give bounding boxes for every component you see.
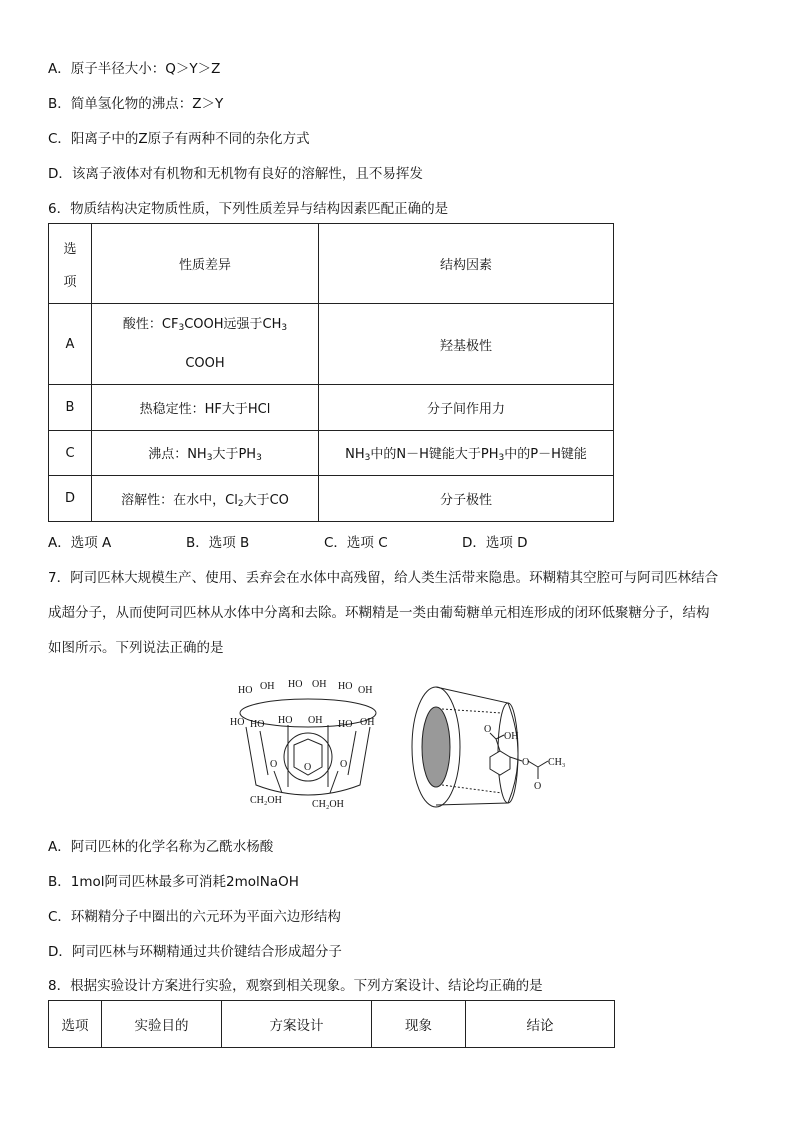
q6-row-a-property: 酸性：$CF_3COOH$远强于$CH_3$ COOH: [92, 304, 319, 385]
table-row: A 酸性：$CF_3COOH$远强于$CH_3$ COOH 羟基极性: [49, 304, 614, 385]
svg-text:CH₂OH: CH₂OH: [312, 799, 344, 810]
q8-stem: 8．根据实验设计方案进行实验，观察到相关现象。下列方案设计、结论均正确的是: [48, 978, 543, 994]
svg-text:HO: HO: [288, 679, 303, 690]
q6-choice-b: B．选项 B: [186, 535, 250, 551]
svg-text:HO: HO: [238, 685, 253, 696]
svg-text:OH: OH: [308, 715, 323, 726]
q7-option-c: C．环糊精分子中圈出的六元环为平面六边形结构: [48, 909, 341, 925]
q5-option-d: D．该离子液体对有机物和无机物有良好的溶解性，且不易挥发: [48, 166, 423, 182]
svg-text:OH: OH: [358, 685, 373, 696]
svg-text:OH: OH: [360, 717, 375, 728]
svg-text:O: O: [304, 762, 312, 773]
q6-stem: 6．物质结构决定物质性质，下列性质差异与结构因素匹配正确的是: [48, 201, 449, 217]
cavity-cone-diagram: [412, 687, 548, 807]
table-row: D 溶解性：在水中，$Cl_2$大于CO 分子极性: [49, 476, 614, 522]
q5-option-b: B．简单氢化物的沸点：Z＞Y: [48, 96, 224, 112]
svg-text:HO: HO: [278, 715, 293, 726]
q7-stem-line2: 成超分子，从而使阿司匹林从水体中分离和去除。环糊精是一类由葡萄糖单元相连形成的闭环低聚糖分子，结构: [48, 605, 710, 621]
svg-text:HO: HO: [230, 717, 245, 728]
q7-option-d: D．阿司匹林与环糊精通过共价键结合形成超分子: [48, 944, 342, 960]
q5-option-a: A．原子半径大小：Q＞Y＞Z: [48, 61, 221, 77]
svg-text:HO: HO: [338, 681, 353, 692]
svg-text:OH: OH: [504, 731, 519, 742]
q7-option-b: B．1mol阿司匹林最多可消耗2molNaOH: [48, 874, 299, 890]
svg-text:CH₃: CH₃: [548, 757, 566, 768]
svg-text:O: O: [340, 759, 348, 770]
q7-stem-line1: 7．阿司匹林大规模生产、使用、丢弃会在水体中高残留，给人类生活带来隐患。环糊精其空腔可与阿司匹林结合: [48, 570, 719, 586]
svg-text:O: O: [522, 757, 530, 768]
q5-option-c: C．阳离子中的Z原子有两种不同的杂化方式: [48, 131, 310, 147]
svg-text:O: O: [534, 781, 542, 792]
q6-table: [48, 223, 614, 522]
svg-text:O: O: [270, 759, 278, 770]
q6-choice-c: C．选项 C: [324, 535, 388, 551]
q8-header-row: 选项 实验目的 方案设计 现象 结论: [49, 1001, 615, 1048]
q6-header-factor: 结构因素: [319, 224, 614, 304]
svg-text:O: O: [484, 724, 492, 735]
svg-text:CH₂OH: CH₂OH: [250, 795, 282, 806]
svg-text:HO: HO: [250, 719, 265, 730]
q7-stem-line3: 如图所示。下列说法正确的是: [48, 640, 224, 656]
q6-header-property: 性质差异: [92, 224, 319, 304]
svg-text:OH: OH: [260, 681, 275, 692]
table-row: B 热稳定性：HF大于HCl 分子间作用力: [49, 385, 614, 431]
q6-choice-a: A．选项 A: [48, 535, 112, 551]
q7-option-a: A．阿司匹林的化学名称为乙酰水杨酸: [48, 839, 274, 855]
svg-text:OH: OH: [312, 679, 327, 690]
cyclodextrin-figure: [228, 675, 573, 820]
svg-text:HO: HO: [338, 719, 353, 730]
q6-header-option: 选 项: [49, 224, 92, 304]
q8-table: [48, 1000, 615, 1048]
table-row: C 沸点：$NH_3$大于$PH_3$ $NH_3$中的N－H键能大于$PH_3$中的P－H键能: [49, 431, 614, 476]
q6-choice-d: D．选项 D: [462, 535, 528, 551]
